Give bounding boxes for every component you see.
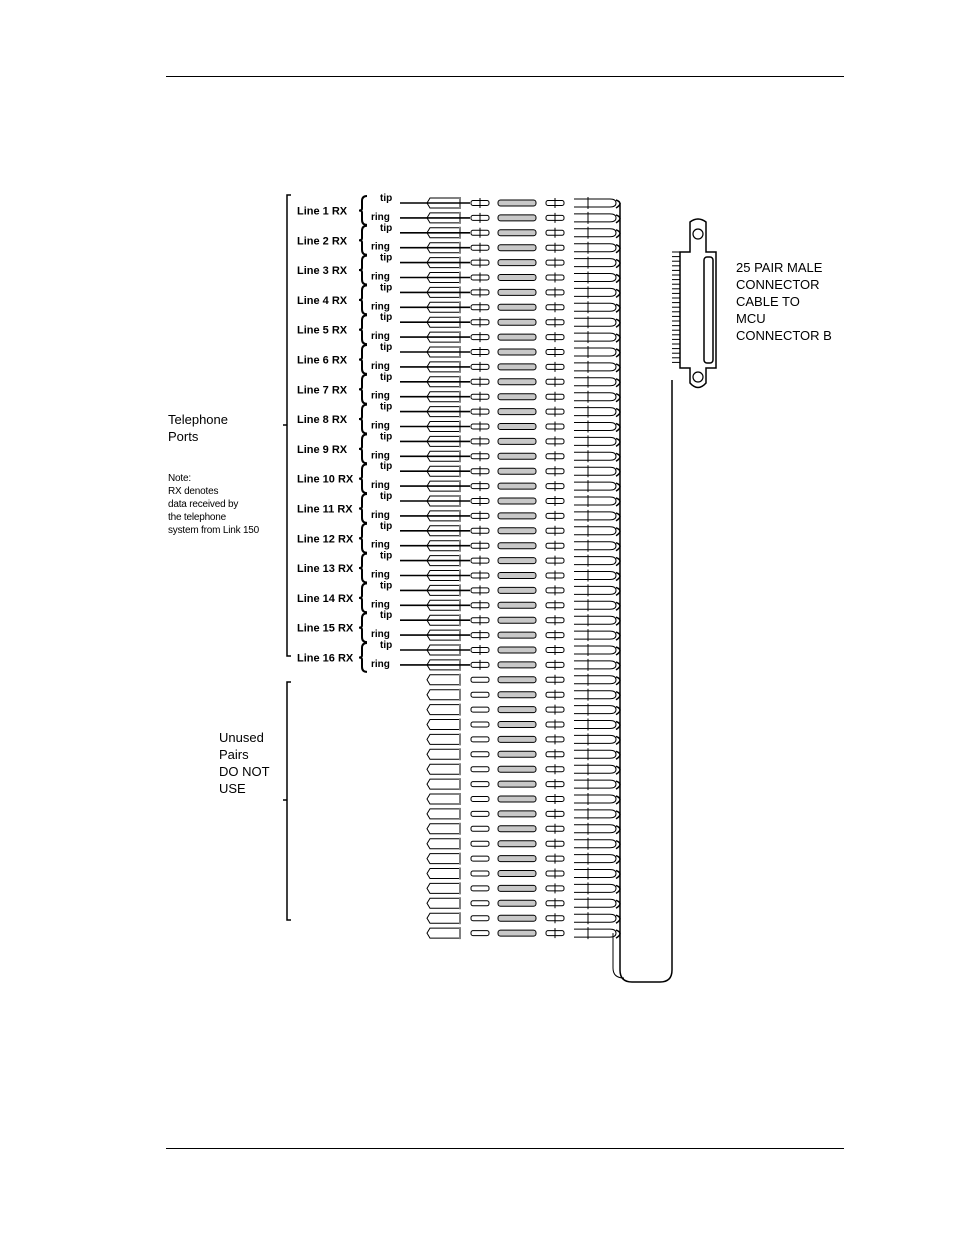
line-label: Line 16 RX [297, 652, 354, 665]
tip-label: tip [380, 580, 393, 592]
right-clip [574, 244, 616, 252]
small-connector [471, 722, 489, 727]
line-label: Line 12 RX [297, 533, 354, 546]
block-row [427, 868, 620, 880]
small-connector [471, 916, 489, 921]
line-label: Line 5 RX [297, 324, 348, 337]
line-label: Line 15 RX [297, 622, 354, 635]
right-clip [574, 661, 616, 669]
left-clip [427, 794, 459, 804]
right-clip [574, 706, 616, 714]
line-label: Line 1 RX [297, 205, 348, 218]
small-connector [471, 797, 489, 802]
right-clip [574, 884, 616, 892]
left-clip [427, 779, 459, 789]
right-clip [574, 214, 616, 222]
bridge-clip [498, 334, 536, 340]
right-clip [574, 676, 616, 684]
bridge-clip [498, 424, 536, 430]
right-clip [574, 765, 616, 773]
screw-icon [693, 372, 703, 382]
left-clip [427, 720, 459, 730]
ring-label: ring [371, 480, 390, 492]
line-label: Line 13 RX [297, 563, 354, 576]
bridge-clip [498, 409, 536, 415]
pair-brace [359, 554, 367, 583]
bridge-clip [498, 796, 536, 802]
small-connector [471, 871, 489, 876]
cable-bundle [620, 203, 672, 982]
tip-label: tip [380, 491, 393, 502]
right-clip [574, 393, 616, 401]
punch-block [427, 197, 620, 939]
small-connector [471, 901, 489, 906]
left-clip [427, 764, 459, 774]
bridge-clip [498, 915, 536, 921]
left-clip [427, 883, 459, 893]
right-clip [574, 631, 616, 639]
line-label: Line 11 RX [297, 503, 353, 516]
right-clip [574, 303, 616, 311]
left-clip [427, 869, 459, 879]
ring-label: ring [371, 241, 390, 253]
right-clip [574, 721, 616, 729]
right-clip [574, 795, 616, 803]
bridge-clip [498, 319, 536, 325]
block-row [427, 704, 620, 716]
bridge-clip [498, 766, 536, 772]
tip-label: tip [380, 520, 393, 532]
pair-brace [359, 524, 367, 553]
ring-label: ring [371, 211, 390, 223]
left-clip [427, 809, 459, 819]
block-row [427, 912, 620, 924]
pair-brace [359, 613, 367, 642]
small-connector [471, 841, 489, 846]
left-clip [427, 913, 459, 923]
small-connector [471, 767, 489, 772]
left-clip [427, 854, 459, 864]
tip-label: tip [380, 282, 393, 294]
bridge-clip [498, 871, 536, 877]
tip-label: tip [380, 342, 393, 353]
right-clip [574, 333, 616, 341]
bridge-clip [498, 349, 536, 355]
right-clip [574, 467, 616, 475]
bridge-clip [498, 215, 536, 221]
screw-icon [693, 229, 703, 239]
bridge-clip [498, 513, 536, 519]
line-label: Line 7 RX [297, 384, 348, 397]
right-clip [574, 542, 616, 550]
right-clip [574, 527, 616, 535]
pair-brace [359, 285, 367, 314]
bridge-clip [498, 453, 536, 459]
block-row [427, 763, 620, 775]
right-clip [574, 437, 616, 445]
telephone-ports-label: Telephone Ports [168, 412, 228, 444]
small-connector [471, 782, 489, 787]
pair-brace [359, 643, 367, 672]
cable-bundle-inner [613, 933, 624, 978]
ring-label: ring [371, 658, 390, 670]
bridge-clip [498, 900, 536, 906]
line-label: Line 9 RX [297, 443, 348, 456]
line-label: Line 3 RX [297, 265, 348, 278]
right-clip [574, 870, 616, 878]
ring-label: ring [371, 450, 390, 462]
bridge-clip [498, 602, 536, 608]
ring-label: ring [371, 390, 390, 402]
tip-label: tip [380, 252, 393, 264]
right-clip [574, 423, 616, 431]
pair-brace [359, 375, 367, 404]
tip-label: tip [380, 312, 393, 324]
left-clip [427, 928, 459, 938]
tip-label: tip [380, 401, 393, 413]
ring-label: ring [371, 539, 390, 551]
bridge-clip [498, 647, 536, 653]
pair-brace [359, 583, 367, 612]
connector-label: 25 PAIR MALE CONNECTOR CABLE TO MCU CONNECTOR B [736, 260, 832, 343]
right-clip [574, 318, 616, 326]
bridge-clip [498, 617, 536, 623]
right-clip [574, 512, 616, 520]
small-connector [471, 931, 489, 936]
bridge-clip [498, 677, 536, 683]
right-clip [574, 691, 616, 699]
line-label: Line 10 RX [297, 473, 354, 486]
block-row [427, 808, 620, 820]
bridge-clip [498, 468, 536, 474]
right-clip [574, 452, 616, 460]
bridge-clip [498, 781, 536, 787]
block-row [427, 733, 620, 745]
bridge-clip [498, 364, 536, 370]
block-row [427, 823, 620, 835]
bridge-clip [498, 230, 536, 236]
block-row [427, 793, 620, 805]
rx-note-label: Note: RX denotes data received by the telephone system from Link 150 [168, 473, 260, 536]
block-row [427, 689, 620, 701]
left-clip [427, 824, 459, 834]
block-row [427, 897, 620, 909]
right-clip [574, 378, 616, 386]
right-clip [574, 482, 616, 490]
small-connector [471, 707, 489, 712]
bridge-clip [498, 558, 536, 564]
block-row [427, 882, 620, 894]
left-clip [427, 898, 459, 908]
bridge-clip [498, 811, 536, 817]
bridge-clip [498, 245, 536, 251]
connector-pins-slot [704, 257, 713, 363]
tip-label: tip [380, 193, 393, 204]
small-connector [471, 886, 489, 891]
tip-label: tip [380, 610, 393, 622]
ring-label: ring [371, 420, 390, 432]
pair-brace [359, 434, 367, 463]
small-connector [471, 856, 489, 861]
right-clip [574, 586, 616, 594]
bridge-clip [498, 543, 536, 549]
bridge-clip [498, 692, 536, 698]
block-row [427, 778, 620, 790]
tip-label: tip [380, 371, 393, 383]
bridge-clip [498, 885, 536, 891]
right-clip [574, 363, 616, 371]
pair-brace [359, 226, 367, 255]
right-clip [574, 557, 616, 565]
line-label: Line 14 RX [297, 592, 354, 605]
right-clip [574, 259, 616, 267]
bridge-clip [498, 930, 536, 936]
left-clip [427, 705, 459, 715]
right-clip [574, 750, 616, 758]
bridge-clip [498, 573, 536, 579]
left-clip [427, 675, 459, 685]
bridge-clip [498, 260, 536, 266]
ring-label: ring [371, 271, 390, 283]
right-clip [574, 408, 616, 416]
block-row [427, 719, 620, 731]
right-clip [574, 646, 616, 654]
pair-brace [359, 315, 367, 344]
bridge-clip [498, 394, 536, 400]
line-label: Line 4 RX [297, 294, 348, 307]
bridge-clip [498, 528, 536, 534]
line-label: Line 6 RX [297, 354, 348, 367]
small-connector [471, 677, 489, 682]
block-row [427, 838, 620, 850]
bridge-clip [498, 632, 536, 638]
left-clip [427, 749, 459, 759]
pair-brace [359, 256, 367, 285]
pair-brace [359, 494, 367, 523]
tip-label: tip [380, 550, 393, 562]
right-clip [574, 735, 616, 743]
block-row [427, 927, 620, 939]
line-label: Line 2 RX [297, 235, 348, 248]
right-clip [574, 914, 616, 922]
right-clip [574, 929, 616, 937]
bridge-clip [498, 483, 536, 489]
right-clip [574, 840, 616, 848]
bridge-clip [498, 438, 536, 444]
bridge-clip [498, 707, 536, 713]
left-clip [427, 734, 459, 744]
ring-label: ring [371, 331, 390, 343]
pair-brace [359, 405, 367, 434]
right-clip [574, 348, 616, 356]
bridge-clip [498, 200, 536, 206]
right-clip [574, 601, 616, 609]
tip-label: tip [380, 461, 393, 473]
left-clip [427, 839, 459, 849]
small-connector [471, 752, 489, 757]
tip-label: tip [380, 222, 393, 234]
tip-label: tip [380, 640, 393, 651]
ring-label: ring [371, 569, 390, 581]
small-connector [471, 737, 489, 742]
bridge-clip [498, 587, 536, 593]
ring-label: ring [371, 301, 390, 313]
bridge-clip [498, 662, 536, 668]
bridge-clip [498, 498, 536, 504]
right-clip [574, 274, 616, 282]
telephone-ports-bracket [287, 195, 291, 656]
bridge-clip [498, 304, 536, 310]
small-connector [471, 826, 489, 831]
block-row [427, 674, 620, 686]
connector-25-pair [672, 219, 716, 388]
pair-brace [359, 345, 367, 374]
unused-pairs-label: Unused Pairs DO NOT USE [219, 730, 270, 796]
small-connector [471, 811, 489, 816]
ring-label: ring [371, 360, 390, 372]
right-clip [574, 855, 616, 863]
right-clip [574, 810, 616, 818]
right-clip [574, 616, 616, 624]
block-row [427, 853, 620, 865]
right-clip [574, 899, 616, 907]
ring-label: ring [371, 629, 390, 641]
right-clip [574, 229, 616, 237]
line-label: Line 8 RX [297, 414, 348, 427]
right-clip [574, 572, 616, 580]
bridge-clip [498, 751, 536, 757]
bridge-clip [498, 841, 536, 847]
block-row [427, 748, 620, 760]
right-clip [574, 497, 616, 505]
bridge-clip [498, 289, 536, 295]
bridge-clip [498, 856, 536, 862]
left-clip [427, 690, 459, 700]
right-clip [574, 825, 616, 833]
right-clip [574, 780, 616, 788]
small-connector [471, 692, 489, 697]
bridge-clip [498, 722, 536, 728]
right-clip [574, 288, 616, 296]
right-clip [574, 199, 616, 207]
ring-label: ring [371, 599, 390, 611]
pair-brace [359, 464, 367, 493]
bridge-clip [498, 275, 536, 281]
ring-label: ring [371, 509, 390, 521]
bridge-clip [498, 379, 536, 385]
tip-label: tip [380, 431, 393, 443]
pair-brace [359, 196, 367, 225]
unused-pairs-bracket [287, 682, 291, 920]
bridge-clip [498, 826, 536, 832]
bridge-clip [498, 736, 536, 742]
